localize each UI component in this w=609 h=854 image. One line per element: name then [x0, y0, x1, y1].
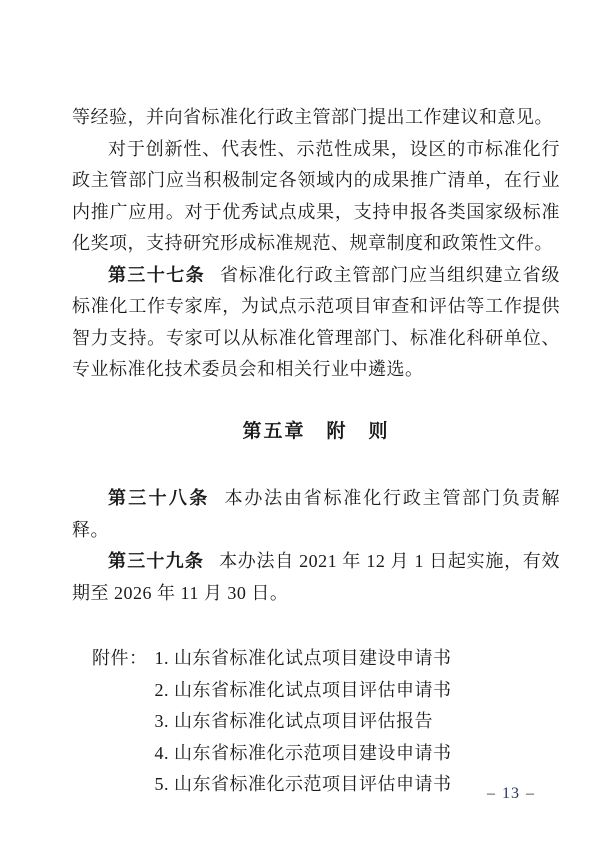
attachment-item: 4. 山东省标准化示范项目建设申请书: [154, 742, 452, 763]
attachment-item: 2. 山东省标准化试点项目评估申请书: [154, 679, 452, 700]
chapter-heading: 第五章 附 则: [242, 420, 390, 442]
article-38-number: 第三十八条: [108, 488, 210, 508]
article-38-text: 本办法由省标准化行政主管部门负责解释。: [72, 488, 561, 540]
attachments-list: [155, 643, 452, 801]
page-number-dash-left: –: [487, 785, 496, 802]
attachment-item: 5. 山东省标准化示范项目评估申请书: [154, 774, 452, 794]
attachments-block: [72, 643, 560, 801]
attachments-label: 附件：: [92, 648, 148, 668]
paragraph-continuation: 等经验，并向省标准化行政主管部门提出工作建议和意见。: [72, 107, 553, 127]
article-39-number: 第三十九条: [108, 551, 205, 571]
page-number: [487, 785, 535, 803]
article-37-number: 第三十七条: [108, 264, 206, 285]
paragraph-promotion: 对于创新性、代表性、示范性成果，设区的市标准化行政主管部门应当积极制定各领域内的成果推广清单，在行业内推广应用。对于优秀试点成果，支持申报各类国家级标准化奖项，支持研究形成标准规范、规章制度和政策性文件。: [72, 138, 560, 253]
page-number-dash-right: –: [526, 785, 535, 802]
article-38: [72, 483, 560, 546]
article-39: [72, 546, 560, 609]
page-number-value: 13: [502, 785, 520, 802]
attachment-item: 1. 山东省标准化试点项目建设申请书: [154, 648, 452, 668]
article-37: [72, 260, 560, 386]
attachment-item: 3. 山东省标准化试点项目评估报告: [154, 711, 433, 731]
document-body: [72, 102, 560, 801]
article-39-text: 本办法自 2021 年 12 月 1 日起实施，有效期至 2026 年 11 月 30 日。: [72, 551, 561, 603]
article-37-text: 省标准化行政主管部门应当组织建立省级标准化工作专家库，为试点示范项目审查和评估等工作提供智力支持。专家可以从标准化管理部门、标准化科研单位、专业标准化技术委员会和相关行业中遴选。: [72, 264, 560, 379]
